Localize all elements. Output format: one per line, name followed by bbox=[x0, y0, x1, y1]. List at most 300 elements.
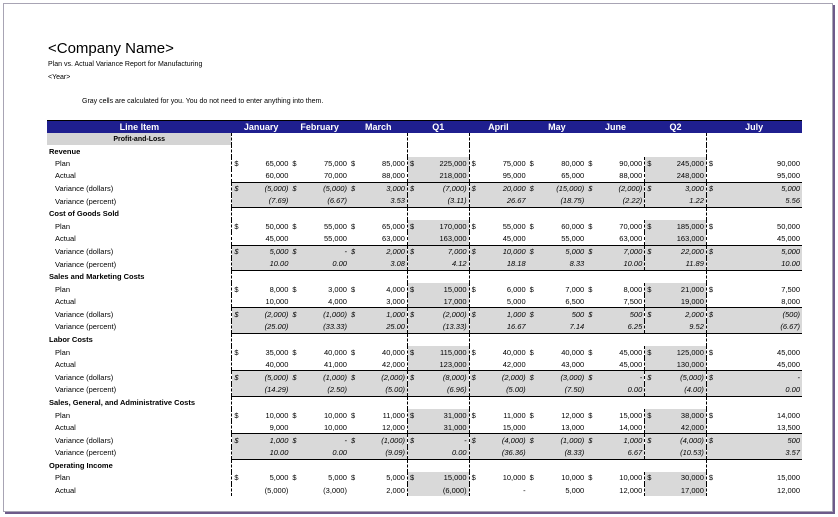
value-cell[interactable]: 5.56 bbox=[717, 195, 802, 208]
value-cell[interactable]: (2.50) bbox=[301, 384, 349, 397]
currency-symbol: $ bbox=[407, 245, 417, 258]
quarter-total-cell[interactable]: 19,000 bbox=[655, 295, 706, 308]
value-cell[interactable]: 55,000 bbox=[502, 221, 526, 231]
value-cell[interactable]: 5,000 bbox=[565, 485, 585, 495]
value-cell[interactable]: (15,000) bbox=[538, 182, 586, 195]
value-cell[interactable]: 88,000 bbox=[619, 170, 643, 180]
currency-symbol bbox=[407, 169, 417, 182]
value-cell[interactable]: (2,000) bbox=[242, 308, 290, 321]
currency-symbol bbox=[586, 421, 596, 434]
quarter-total-cell[interactable]: 2,000 bbox=[655, 308, 706, 321]
quarter-total-cell[interactable]: 1.22 bbox=[655, 195, 706, 208]
value-cell[interactable]: 12,000 bbox=[777, 485, 800, 495]
value-cell[interactable]: 45,000 bbox=[777, 233, 800, 243]
quarter-total-cell[interactable]: 248,000 bbox=[655, 169, 706, 182]
currency-symbol: $ bbox=[708, 221, 714, 231]
quarter-total-cell[interactable]: 31,000 bbox=[418, 409, 469, 421]
currency-symbol: $ bbox=[645, 434, 655, 447]
section-header-row bbox=[47, 396, 802, 409]
currency-symbol bbox=[349, 295, 359, 308]
value-cell[interactable]: 43,000 bbox=[561, 359, 585, 369]
quarter-total-cell[interactable]: 225,000 bbox=[418, 157, 469, 169]
report-subtitle[interactable]: Plan vs. Actual Variance Report for Manufacturing bbox=[48, 61, 203, 68]
value-cell[interactable]: 0.00 bbox=[301, 447, 349, 460]
quarter-total-cell[interactable]: (3.11) bbox=[418, 195, 469, 208]
section-title[interactable]: Operating Income bbox=[49, 461, 113, 471]
currency-symbol bbox=[290, 358, 300, 371]
section-title[interactable]: Revenue bbox=[49, 146, 81, 156]
row-label: Actual bbox=[55, 422, 76, 432]
value-cell[interactable]: 40,000 bbox=[561, 347, 585, 357]
section-title[interactable]: Sales, General, and Administrative Costs bbox=[49, 398, 196, 408]
value-cell[interactable]: 50,000 bbox=[265, 221, 289, 231]
value-cell[interactable]: (1,000) bbox=[301, 371, 349, 384]
value-cell[interactable]: 1,000 bbox=[359, 308, 407, 321]
quarter-total-cell[interactable]: 4.12 bbox=[418, 258, 469, 271]
section-title[interactable]: Cost of Goods Sold bbox=[49, 209, 119, 219]
value-cell[interactable]: (33.33) bbox=[301, 321, 349, 334]
value-cell[interactable]: (500) bbox=[717, 308, 802, 321]
value-cell[interactable]: 3.57 bbox=[717, 447, 802, 460]
value-cell[interactable]: 45,000 bbox=[502, 233, 526, 243]
quarter-total-cell[interactable]: 185,000 bbox=[655, 220, 706, 232]
value-cell[interactable]: 3,000 bbox=[359, 182, 407, 195]
value-cell[interactable]: 5,000 bbox=[506, 296, 526, 306]
value-cell[interactable]: (1,000) bbox=[301, 308, 349, 321]
value-cell[interactable]: 10,000 bbox=[561, 473, 585, 483]
section-header-row bbox=[47, 459, 802, 472]
col-header-march[interactable]: March bbox=[349, 121, 408, 134]
value-cell[interactable]: 6,000 bbox=[506, 284, 526, 294]
value-cell[interactable]: 2,000 bbox=[359, 245, 407, 258]
value-cell[interactable]: - bbox=[717, 371, 802, 384]
row-label: Actual bbox=[55, 485, 76, 495]
quarter-total-cell[interactable]: 22,000 bbox=[655, 245, 706, 258]
value-cell[interactable]: 60,000 bbox=[561, 221, 585, 231]
section-title[interactable]: Sales and Marketing Costs bbox=[49, 272, 145, 282]
value-cell[interactable]: 3.53 bbox=[359, 195, 407, 208]
currency-symbol: $ bbox=[645, 472, 655, 484]
value-cell[interactable]: 7,000 bbox=[596, 245, 644, 258]
quarter-total-cell[interactable]: 115,000 bbox=[418, 346, 469, 358]
col-header-february[interactable]: February bbox=[290, 121, 349, 134]
col-header-july[interactable]: July bbox=[706, 121, 802, 134]
value-cell[interactable]: (4,000) bbox=[479, 434, 527, 447]
row-label: Variance (dollars) bbox=[55, 246, 114, 256]
value-cell[interactable]: 7,500 bbox=[781, 284, 800, 294]
col-header-line-item[interactable]: Line Item bbox=[47, 121, 232, 134]
currency-symbol: $ bbox=[586, 308, 596, 321]
quarter-total-cell[interactable]: 42,000 bbox=[655, 421, 706, 434]
value-cell[interactable]: 40,000 bbox=[502, 347, 526, 357]
value-cell[interactable]: 10,000 bbox=[265, 410, 289, 420]
value-cell[interactable]: (7.69) bbox=[242, 195, 290, 208]
value-cell[interactable]: - bbox=[301, 245, 349, 258]
quarter-total-cell[interactable]: (7,000) bbox=[418, 182, 469, 195]
value-cell[interactable]: 15,000 bbox=[777, 473, 800, 483]
value-cell[interactable]: 40,000 bbox=[382, 347, 405, 357]
quarter-total-cell[interactable]: (6,000) bbox=[418, 484, 469, 496]
value-cell[interactable]: 55,000 bbox=[323, 233, 347, 243]
value-cell[interactable]: 75,000 bbox=[323, 158, 347, 168]
quarter-total-cell[interactable]: (4.00) bbox=[655, 384, 706, 397]
value-cell[interactable]: 45,000 bbox=[777, 359, 800, 369]
value-cell[interactable]: 1,000 bbox=[242, 434, 290, 447]
currency-symbol: $ bbox=[290, 434, 300, 447]
section-header-row bbox=[47, 145, 802, 157]
currency-symbol bbox=[349, 321, 359, 334]
value-cell[interactable]: 45,000 bbox=[777, 347, 800, 357]
currency-symbol bbox=[528, 384, 538, 397]
currency-symbol bbox=[232, 169, 242, 182]
value-cell[interactable]: (5.00) bbox=[479, 384, 527, 397]
value-cell[interactable]: 85,000 bbox=[382, 158, 405, 168]
currency-symbol: $ bbox=[232, 472, 242, 484]
value-cell[interactable]: 12,000 bbox=[619, 485, 643, 495]
value-cell[interactable]: 6,500 bbox=[565, 296, 585, 306]
value-cell[interactable]: 13,500 bbox=[777, 422, 800, 432]
value-cell[interactable]: (5,000) bbox=[242, 371, 290, 384]
value-cell[interactable]: 65,000 bbox=[561, 170, 585, 180]
table-row bbox=[47, 421, 802, 434]
col-header-june[interactable]: June bbox=[586, 121, 645, 134]
value-cell[interactable]: (3,000) bbox=[538, 371, 586, 384]
value-cell[interactable]: 0.00 bbox=[596, 384, 644, 397]
value-cell[interactable]: 14,000 bbox=[777, 410, 800, 420]
value-cell[interactable]: 3.08 bbox=[359, 258, 407, 271]
value-cell[interactable]: (36.36) bbox=[479, 447, 527, 460]
quarter-total-cell[interactable]: (13.33) bbox=[418, 321, 469, 334]
value-cell[interactable]: 63,000 bbox=[619, 233, 643, 243]
value-cell[interactable]: 20,000 bbox=[479, 182, 527, 195]
currency-symbol: $ bbox=[292, 410, 297, 420]
value-cell[interactable]: 10.00 bbox=[717, 258, 802, 271]
value-cell[interactable]: (6.67) bbox=[717, 321, 802, 334]
currency-symbol bbox=[469, 195, 479, 208]
currency-symbol bbox=[645, 232, 655, 245]
pl-label: Profit-and-Loss bbox=[47, 133, 232, 145]
quarter-total-cell[interactable]: 245,000 bbox=[655, 157, 706, 169]
value-cell[interactable]: 40,000 bbox=[323, 347, 347, 357]
currency-symbol bbox=[706, 358, 716, 371]
col-header-may[interactable]: May bbox=[528, 121, 587, 134]
value-cell[interactable]: (2.22) bbox=[596, 195, 644, 208]
currency-symbol: $ bbox=[645, 157, 655, 169]
value-cell[interactable]: 10.00 bbox=[596, 258, 644, 271]
currency-symbol: $ bbox=[588, 284, 593, 294]
value-cell[interactable]: (5,000) bbox=[301, 182, 349, 195]
currency-symbol bbox=[290, 421, 300, 434]
section-title[interactable]: Labor Costs bbox=[49, 335, 93, 345]
value-cell[interactable]: 15,000 bbox=[502, 422, 526, 432]
value-cell[interactable]: (8.33) bbox=[538, 447, 586, 460]
value-cell[interactable]: 80,000 bbox=[561, 158, 585, 168]
value-cell[interactable]: 88,000 bbox=[382, 170, 405, 180]
quarter-total-cell[interactable]: 11.89 bbox=[655, 258, 706, 271]
currency-symbol: $ bbox=[232, 182, 242, 195]
currency-symbol bbox=[706, 169, 716, 182]
value-cell[interactable]: 500 bbox=[717, 434, 802, 447]
value-cell[interactable]: 12,000 bbox=[382, 422, 405, 432]
value-cell[interactable]: 5,000 bbox=[717, 182, 802, 195]
value-cell[interactable]: 8,000 bbox=[269, 284, 289, 294]
value-cell[interactable]: 70,000 bbox=[619, 221, 643, 231]
value-cell[interactable]: 41,000 bbox=[323, 359, 347, 369]
table-row bbox=[47, 484, 802, 496]
report-year[interactable]: <Year> bbox=[48, 74, 71, 81]
value-cell[interactable]: 50,000 bbox=[777, 221, 800, 231]
table-row bbox=[47, 308, 802, 321]
row-label: Plan bbox=[55, 410, 71, 420]
value-cell[interactable]: 11,000 bbox=[382, 410, 405, 420]
table-row bbox=[47, 346, 802, 358]
quarter-total-cell[interactable]: 15,000 bbox=[418, 472, 469, 484]
currency-symbol: $ bbox=[407, 283, 417, 295]
currency-symbol: $ bbox=[349, 371, 359, 384]
quarter-total-cell[interactable]: 163,000 bbox=[418, 232, 469, 245]
value-cell[interactable]: 45,000 bbox=[619, 347, 643, 357]
value-cell[interactable]: 42,000 bbox=[382, 359, 405, 369]
value-cell[interactable]: (2,000) bbox=[596, 182, 644, 195]
value-cell[interactable]: (9.09) bbox=[359, 447, 407, 460]
currency-symbol bbox=[528, 484, 538, 496]
value-cell[interactable]: 0.00 bbox=[717, 384, 802, 397]
col-header-april[interactable]: April bbox=[469, 121, 528, 134]
currency-symbol: $ bbox=[528, 182, 538, 195]
value-cell[interactable]: 5,000 bbox=[538, 245, 586, 258]
quarter-total-cell[interactable]: 15,000 bbox=[418, 283, 469, 295]
value-cell[interactable]: 10,000 bbox=[479, 245, 527, 258]
value-cell[interactable]: 26.67 bbox=[479, 195, 527, 208]
quarter-total-cell[interactable]: 123,000 bbox=[418, 358, 469, 371]
currency-symbol: $ bbox=[706, 245, 716, 258]
value-cell[interactable]: 6.25 bbox=[596, 321, 644, 334]
currency-symbol bbox=[528, 169, 538, 182]
value-cell[interactable]: 18.18 bbox=[479, 258, 527, 271]
value-cell[interactable]: 8,000 bbox=[623, 284, 643, 294]
currency-symbol: $ bbox=[292, 158, 297, 168]
currency-symbol: $ bbox=[529, 473, 534, 483]
currency-symbol bbox=[290, 484, 300, 496]
currency-symbol bbox=[469, 232, 479, 245]
value-cell[interactable]: (25.00) bbox=[242, 321, 290, 334]
currency-symbol bbox=[706, 321, 716, 334]
value-cell[interactable]: 3,000 bbox=[386, 296, 405, 306]
table-row bbox=[47, 321, 802, 334]
value-cell[interactable]: 45,000 bbox=[619, 359, 643, 369]
currency-symbol bbox=[706, 384, 716, 397]
col-header-q1[interactable]: Q1 bbox=[407, 121, 469, 134]
row-label: Actual bbox=[55, 297, 76, 307]
quarter-total-cell[interactable]: 3,000 bbox=[655, 182, 706, 195]
value-cell[interactable]: 15,000 bbox=[619, 410, 643, 420]
currency-symbol: $ bbox=[407, 157, 417, 169]
value-cell[interactable]: 75,000 bbox=[502, 158, 526, 168]
quarter-total-cell[interactable]: 170,000 bbox=[418, 220, 469, 232]
value-cell[interactable]: 90,000 bbox=[777, 158, 800, 168]
value-cell[interactable]: 55,000 bbox=[561, 233, 585, 243]
value-cell[interactable]: (7.50) bbox=[538, 384, 586, 397]
value-cell[interactable]: (1,000) bbox=[538, 434, 586, 447]
value-cell[interactable]: 11,000 bbox=[503, 410, 526, 420]
section-header-row bbox=[47, 207, 802, 220]
quarter-total-cell[interactable]: (5,000) bbox=[655, 371, 706, 384]
value-cell[interactable]: 16.67 bbox=[479, 321, 527, 334]
value-cell[interactable]: 40,000 bbox=[265, 359, 289, 369]
value-cell[interactable]: (1,000) bbox=[359, 434, 407, 447]
value-cell[interactable]: 4,000 bbox=[328, 296, 347, 306]
value-cell[interactable]: 95,000 bbox=[777, 170, 800, 180]
value-cell[interactable]: 7,500 bbox=[623, 296, 643, 306]
value-cell[interactable]: 12,000 bbox=[561, 410, 585, 420]
value-cell[interactable]: - bbox=[301, 434, 349, 447]
row-label: Variance (percent) bbox=[55, 385, 117, 395]
currency-symbol: $ bbox=[706, 308, 716, 321]
table-row bbox=[47, 447, 802, 460]
currency-symbol bbox=[528, 258, 538, 271]
currency-symbol bbox=[290, 232, 300, 245]
quarter-total-cell[interactable]: 21,000 bbox=[655, 283, 706, 295]
currency-symbol: $ bbox=[292, 473, 297, 483]
currency-symbol bbox=[232, 295, 242, 308]
currency-symbol: $ bbox=[407, 472, 417, 484]
currency-symbol: $ bbox=[528, 245, 538, 258]
value-cell[interactable]: 10,000 bbox=[502, 473, 526, 483]
value-cell[interactable]: (3,000) bbox=[323, 485, 347, 495]
value-cell[interactable]: (18.75) bbox=[538, 195, 586, 208]
value-cell[interactable]: 2,000 bbox=[386, 485, 405, 495]
value-cell[interactable]: 90,000 bbox=[619, 158, 643, 168]
currency-symbol bbox=[407, 321, 417, 334]
quarter-total-cell[interactable]: (4,000) bbox=[655, 434, 706, 447]
company-name[interactable]: <Company Name> bbox=[48, 40, 174, 57]
value-cell[interactable]: 9,000 bbox=[269, 422, 289, 432]
value-cell[interactable]: 65,000 bbox=[382, 221, 405, 231]
quarter-total-cell[interactable]: 30,000 bbox=[655, 472, 706, 484]
value-cell[interactable]: (2,000) bbox=[359, 371, 407, 384]
col-header-january[interactable]: January bbox=[232, 121, 291, 134]
value-cell[interactable]: 10,000 bbox=[323, 410, 347, 420]
quarter-total-cell[interactable]: 130,000 bbox=[655, 358, 706, 371]
value-cell[interactable]: 65,000 bbox=[265, 158, 289, 168]
table-row bbox=[47, 358, 802, 371]
value-cell[interactable]: 7,000 bbox=[565, 284, 585, 294]
value-cell[interactable]: (2,000) bbox=[479, 371, 527, 384]
value-cell[interactable]: 10,000 bbox=[619, 473, 643, 483]
value-cell[interactable]: 6.67 bbox=[596, 447, 644, 460]
value-cell[interactable]: (5,000) bbox=[264, 485, 289, 495]
quarter-total-cell[interactable]: 0.00 bbox=[418, 447, 469, 460]
value-cell[interactable]: 10,000 bbox=[265, 296, 289, 306]
value-cell[interactable]: 1,000 bbox=[596, 434, 644, 447]
value-cell[interactable]: 13,000 bbox=[561, 422, 585, 432]
quarter-total-cell[interactable]: 17,000 bbox=[655, 484, 706, 496]
value-cell[interactable]: 8.33 bbox=[538, 258, 586, 271]
currency-symbol bbox=[232, 232, 242, 245]
quarter-total-cell[interactable]: 38,000 bbox=[655, 409, 706, 421]
value-cell[interactable]: 0.00 bbox=[301, 258, 349, 271]
quarter-total-cell[interactable]: - bbox=[418, 434, 469, 447]
quarter-total-cell[interactable]: (6.96) bbox=[418, 384, 469, 397]
currency-symbol: $ bbox=[292, 347, 297, 357]
value-cell[interactable]: 63,000 bbox=[382, 233, 405, 243]
value-cell[interactable]: 7.14 bbox=[538, 321, 586, 334]
value-cell[interactable]: 45,000 bbox=[265, 233, 289, 243]
value-cell[interactable]: 8,000 bbox=[781, 296, 800, 306]
quarter-total-cell[interactable]: 125,000 bbox=[655, 346, 706, 358]
currency-symbol: $ bbox=[471, 158, 476, 168]
value-cell[interactable]: (14.29) bbox=[242, 384, 290, 397]
quarter-total-cell[interactable]: 163,000 bbox=[655, 232, 706, 245]
currency-symbol: $ bbox=[232, 245, 242, 258]
quarter-total-cell[interactable]: (2,000) bbox=[418, 308, 469, 321]
currency-symbol: $ bbox=[232, 157, 242, 169]
value-cell[interactable]: 5,000 bbox=[269, 473, 289, 483]
quarter-total-cell[interactable]: 7,000 bbox=[418, 245, 469, 258]
currency-symbol bbox=[349, 195, 359, 208]
value-cell[interactable]: 60,000 bbox=[265, 170, 289, 180]
value-cell[interactable]: (5,000) bbox=[242, 182, 290, 195]
quarter-total-cell[interactable]: 31,000 bbox=[418, 421, 469, 434]
quarter-total-cell[interactable]: (10.53) bbox=[655, 447, 706, 460]
value-cell[interactable]: 55,000 bbox=[323, 221, 347, 231]
value-cell[interactable]: 5,000 bbox=[328, 473, 347, 483]
quarter-total-cell[interactable]: 17,000 bbox=[418, 295, 469, 308]
value-cell[interactable]: 42,000 bbox=[502, 359, 526, 369]
currency-symbol bbox=[645, 321, 655, 334]
value-cell[interactable]: 5,000 bbox=[242, 245, 290, 258]
currency-symbol: $ bbox=[290, 308, 300, 321]
value-cell[interactable]: 5,000 bbox=[386, 473, 405, 483]
value-cell[interactable]: 95,000 bbox=[502, 170, 526, 180]
value-cell[interactable]: 10.00 bbox=[242, 258, 290, 271]
value-cell[interactable]: 25.00 bbox=[359, 321, 407, 334]
quarter-total-cell[interactable]: (8,000) bbox=[418, 371, 469, 384]
col-header-q2[interactable]: Q2 bbox=[645, 121, 707, 134]
value-cell[interactable]: 1,000 bbox=[479, 308, 527, 321]
value-cell[interactable]: 14,000 bbox=[619, 422, 643, 432]
currency-symbol bbox=[645, 195, 655, 208]
table-row bbox=[47, 157, 802, 169]
quarter-total-cell[interactable]: 9.52 bbox=[655, 321, 706, 334]
currency-symbol: $ bbox=[588, 410, 593, 420]
value-cell[interactable]: 5,000 bbox=[717, 245, 802, 258]
value-cell[interactable]: 4,000 bbox=[386, 284, 405, 294]
value-cell[interactable]: 35,000 bbox=[265, 347, 289, 357]
currency-symbol: $ bbox=[588, 473, 593, 483]
currency-symbol: $ bbox=[529, 221, 534, 231]
row-label: Actual bbox=[55, 171, 76, 181]
value-cell[interactable]: (6.67) bbox=[301, 195, 349, 208]
currency-symbol bbox=[469, 484, 479, 496]
value-cell[interactable]: 3,000 bbox=[328, 284, 347, 294]
value-cell[interactable]: 70,000 bbox=[323, 170, 347, 180]
currency-symbol bbox=[528, 195, 538, 208]
value-cell[interactable]: (5.00) bbox=[359, 384, 407, 397]
currency-symbol bbox=[290, 258, 300, 271]
value-cell[interactable]: 500 bbox=[538, 308, 586, 321]
value-cell[interactable]: 10.00 bbox=[242, 447, 290, 460]
currency-symbol bbox=[349, 169, 359, 182]
value-cell[interactable]: 500 bbox=[596, 308, 644, 321]
currency-symbol: $ bbox=[529, 284, 534, 294]
value-cell[interactable]: 10,000 bbox=[323, 422, 347, 432]
currency-symbol: $ bbox=[232, 308, 242, 321]
quarter-total-cell[interactable]: 218,000 bbox=[418, 169, 469, 182]
value-cell[interactable]: - bbox=[523, 485, 526, 495]
value-cell[interactable]: - bbox=[596, 371, 644, 384]
currency-symbol bbox=[232, 195, 242, 208]
